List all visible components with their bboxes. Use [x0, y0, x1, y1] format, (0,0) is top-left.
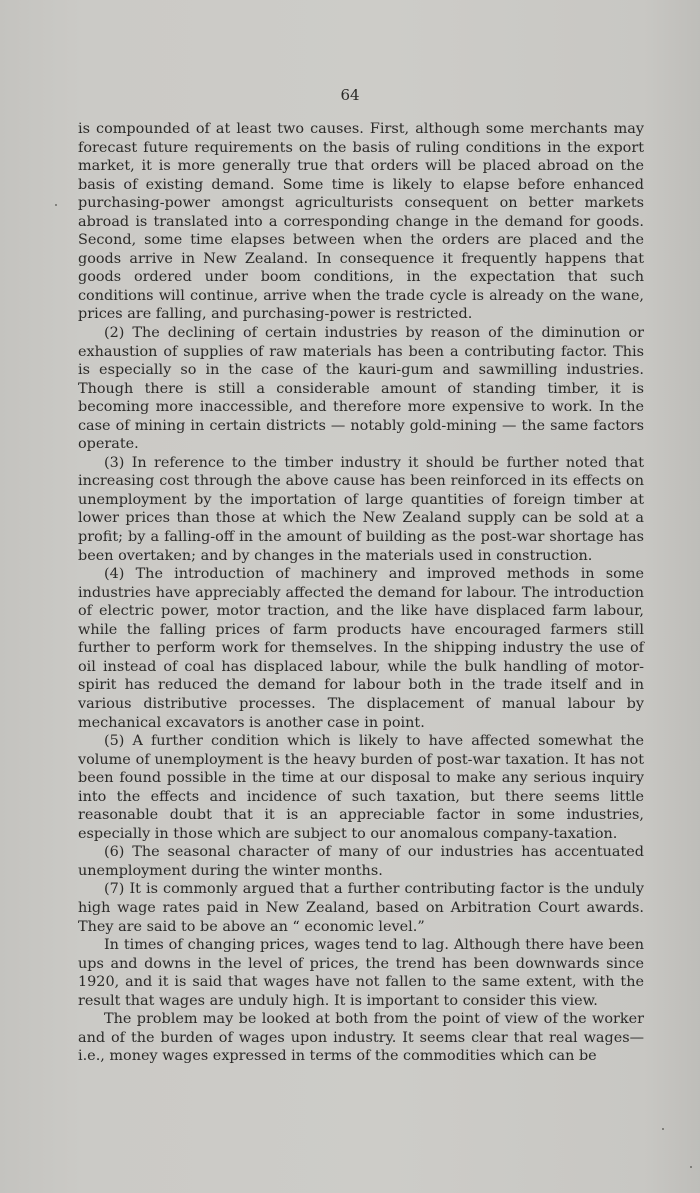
speck-mark [55, 204, 57, 206]
paragraph-problem: The problem may be looked at both from the point of view of the worker and of the burden of wages upon industry. It seems clear that real wages— i.e., money wages expressed in terms of the commodities which can be [78, 1011, 644, 1065]
page-number: 64 [340, 86, 360, 104]
paragraph-7: (7) It is commonly argued that a further contributing factor is the unduly high wage rates paid in New Zealand, based on Arbitration Court awards. They are said to be above an “ economic level.” [78, 881, 644, 935]
paragraph-2: (2) The declining of certain industries by reason of the diminution or exhaustion of supplies of raw materials has been a contributing factor. This is especially so in the case of the kauri-gum and sawmilling industries. Though there is still a considerable amount of standing timber, it is becoming more inaccessible, and therefore more expensive to work. In the case of mining in certain districts — notably gold-mining — the same factors operate. [78, 325, 644, 453]
paragraph-wages-lag: In times of changing prices, wages tend to lag. Although there have been ups and downs in the level of prices, the trend has been downwards since 1920, and it is said that wages have not fallen to the same extent, with the result that wages are unduly high. It is important to consider this view. [78, 937, 644, 1009]
paragraph-5: (5) A further condition which is likely to have affected somewhat the volume of unemployment is the heavy burden of post-war taxation. It has not been found possible in the time at our disposal to make any serious inquiry into the effects and incidence of such taxation, but there seems little reasonable doubt that it is an appreciable factor in some industries, especially in those which are subject to our anomalous company-taxation. [78, 733, 644, 842]
paragraph-3: (3) In reference to the timber industry it should be further noted that increasing cost through the above cause has been reinforced in its effects on unemployment by the importation of large quantities of foreign timber at lower prices than those at which the New Zealand supply can be sold at a profit; by a falling-off in the amount of building as the post-war shortage has been overtaken; and by changes in the materials used in construction. [78, 454, 644, 564]
paragraph-4: (4) The introduction of machinery and improved methods in some industries have appreciably affected the demand for labour. The introduction of electric power, motor traction, and the like have displaced farm labour, while the falling prices of farm products have encouraged farmers still further to perform work for themselves. In the shipping industry the use of oil instead of coal has displaced labour, while the bulk handling of motor-spirit has reduced the demand for labour both in the trade itself and in various distributive processes. The displacement of manual labour by mechanical excavators is another case in point. [78, 566, 644, 731]
speck-mark [662, 1128, 664, 1130]
paragraph-6: (6) The seasonal character of many of our industries has accentuated unemployment during the winter months. [78, 844, 644, 879]
body-text [78, 120, 644, 1066]
paragraph-continuation: is compounded of at least two causes. First, although some merchants may forecast future requirements on the basis of ruling conditions in the export market, it is more generally true that orders will be placed abroad on the basis of existing demand. Some time is likely to elapse before enhanced purchasing-power amongst agriculturists consequent on better markets abroad is translated into a corresponding change in the demand for goods. Second, some time elapses between when the orders are placed and the goods arrive in New Zealand. In consequence it frequently happens that goods ordered under boom conditions, in the expectation that such conditions will continue, arrive when the trade cycle is already on the wane, prices are falling, and purchasing-power is restricted. [78, 121, 644, 323]
speck-mark [690, 1166, 692, 1168]
